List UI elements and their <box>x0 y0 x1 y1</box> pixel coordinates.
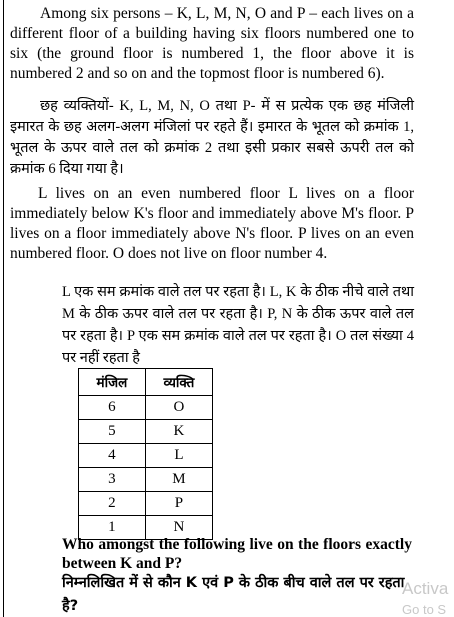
person-cell: O <box>145 396 212 420</box>
floor-cell: 1 <box>79 516 146 540</box>
header-floor: मंजिल <box>79 369 146 396</box>
person-cell: N <box>145 516 212 540</box>
floor-cell: 4 <box>79 444 146 468</box>
windows-activation-watermark <box>402 580 448 616</box>
header-person: व्यक्ति <box>145 369 212 396</box>
intro-english-text: Among six persons – K, L, M, N, O and P – each lives on a different floor of a building having six floors numbered one to six (the ground floor is numbered 1, the floor above it is numbered 2 and so on and the topmost floor is numbered 6). <box>10 5 414 82</box>
floor-cell: 3 <box>79 468 146 492</box>
conditions-hindi-text: L एक सम क्रमांक वाले तल पर रहता है। L, K के ठीक नीचे वाले तथा M के ठीक ऊपर वाले तल पर रहता है। P, N के ठीक ऊपर वाले तल पर रहता है। P एक सम क्रमांक वाले तल पर रहता है। O तल संख्या 4 पर नहीं रहता है <box>62 284 414 366</box>
person-cell: L <box>145 444 212 468</box>
conditions-english-text: L lives on an even numbered floor L lives on a floor immediately below K's floor and immediately above M's floor. P lives on a floor immediately above N's floor. P lives on an even numbered floor. O does not live on floor number 4. <box>10 185 414 262</box>
intro-paragraph-english <box>10 4 414 84</box>
conditions-paragraph-english <box>10 184 414 264</box>
floor-arrangement-table <box>78 368 213 540</box>
floor-cell: 6 <box>79 396 146 420</box>
table-header-row <box>79 369 213 396</box>
watermark-line-1: Activa <box>402 579 449 598</box>
intro-paragraph-hindi <box>10 96 414 180</box>
person-cell: M <box>145 468 212 492</box>
table-row <box>79 396 213 420</box>
table-row <box>79 492 213 516</box>
left-margin-rule <box>3 0 4 617</box>
person-cell: K <box>145 420 212 444</box>
conditions-paragraph-hindi <box>62 281 414 369</box>
question-english: Who amongst the following live on the floors exactly between K and P? <box>62 536 412 572</box>
person-cell: P <box>145 492 212 516</box>
question-hindi: निम्नलिखित में से कौन K एवं P के ठीक बीच वाले तल पर रहता है? <box>62 575 405 614</box>
watermark-line-2: Go to S <box>402 602 447 617</box>
intro-hindi-text: छह व्यक्तियों- K, L, M, N, O तथा P- में स प्रत्येक एक छह मंजिली इमारत के छह अलग-अलग मंजिलां पर रहते हैं। इमारत के भूतल को क्रमांक 1, भूतल के ऊपर वाले तल को क्रमांक 2 तथा इसी प्रकार सबसे ऊपरी तल को क्रमांक 6 दिया गया है। <box>10 98 414 177</box>
floor-cell: 5 <box>79 420 146 444</box>
table-row <box>79 444 213 468</box>
table-row <box>79 420 213 444</box>
table-row <box>79 468 213 492</box>
floor-cell: 2 <box>79 492 146 516</box>
